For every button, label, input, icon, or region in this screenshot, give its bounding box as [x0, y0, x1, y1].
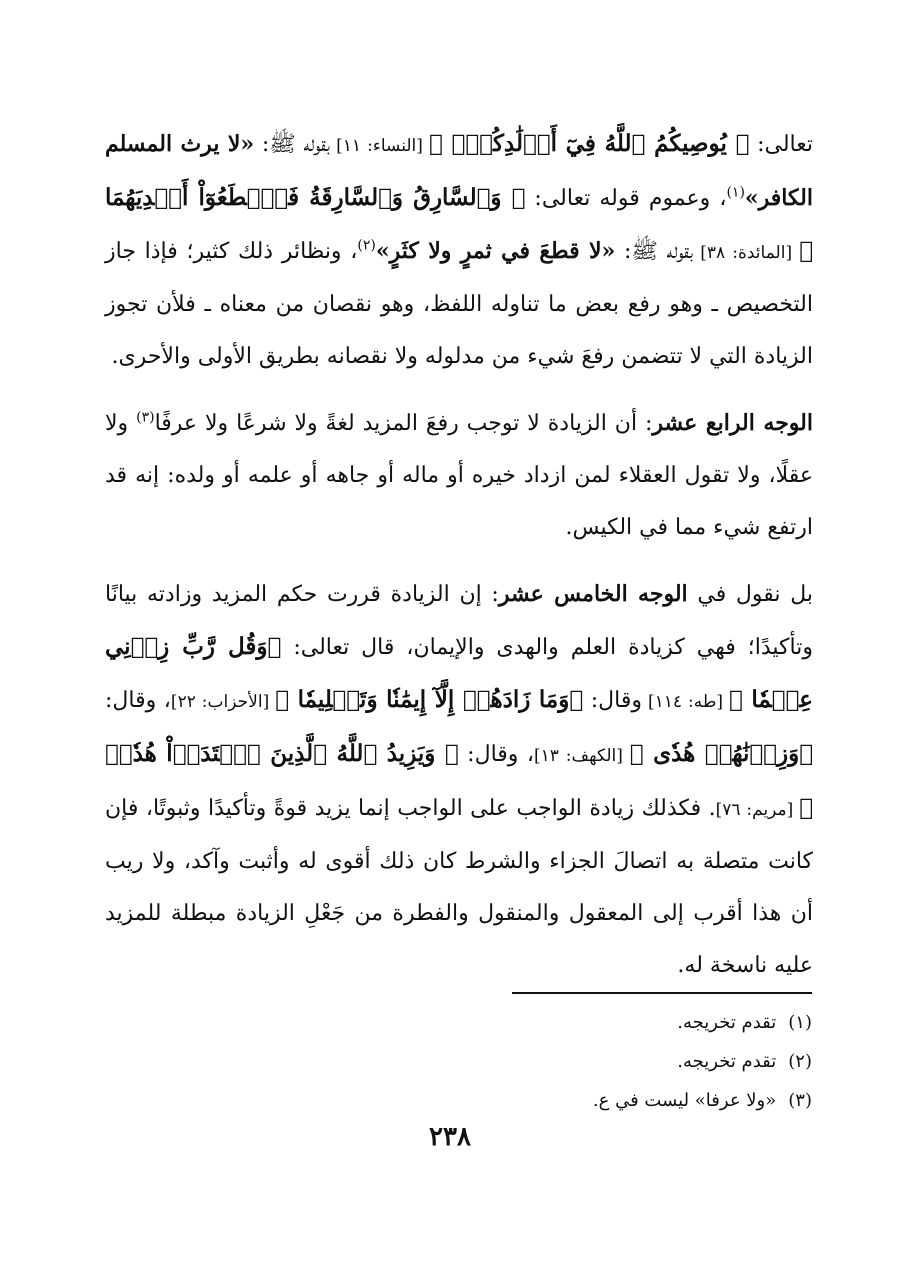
main-text	[105, 118, 813, 992]
quran-verse: ﴿ وَيَزِيدُ ٱللَّهُ ٱلَّذِينَ ٱهۡتَدَوۡاْ هُدٗىۗ ﴾	[105, 740, 813, 821]
footnote-2	[300, 1042, 812, 1081]
footnote-number: (١)	[788, 1012, 812, 1033]
footnote-1	[300, 1003, 812, 1042]
text-segment: وقال:	[583, 688, 642, 713]
bold-text: الوجه الخامس عشر	[498, 581, 688, 607]
paragraph-1	[105, 118, 813, 383]
text-segment: . فكذلك زيادة الواجب على الواجب إنما يزيد قوةً وتأكيدًا وثبوتًا، فإن كانت متصلة به اتصالَ الجزاء والشرط كان ذلك أقوى له وأثبت وآكد، ولا ريب أن هذا أقرب إلى المعقول والمنقول والفطرة من جَعْلِ الزيادة مبطلة للمزيد عليه ناسخة له.	[105, 796, 813, 978]
footnote-ref: (١)	[726, 184, 745, 201]
text-segment: بل نقول في	[687, 582, 814, 607]
quran-verse: ﴿ وَٱلسَّارِقُ وَٱلسَّارِقَةُ فَٱقۡطَعُوٓاْ أَيۡدِيَهُمَا ﴾	[105, 184, 814, 264]
citation-reference: [المائدة: ٣٨]	[693, 243, 800, 263]
footnote-number: (٣)	[788, 1090, 812, 1111]
citation-reference: [مريم: ٧٦]	[715, 800, 800, 820]
footnotes	[300, 1003, 812, 1120]
footnote-ref: (٣)	[136, 409, 155, 426]
footnote-ref: (٢)	[357, 237, 376, 254]
quran-verse: ﴿ يُوصِيكُمُ ٱللَّهُ فِيٓ أَوۡلَٰدِكُمۡۖ ﴾	[429, 130, 750, 157]
footnote-text: «ولا عرفا» ليست في ع.	[592, 1090, 777, 1111]
text-segment: : إن الزيادة قررت حكم المزيد وزادته بيانًا وتأكيدًا؛ فهي كزيادة العلم والهدى والإيمان، قال تعالى:	[105, 582, 813, 660]
text-segment: ولا عقلًا، ولا تقول العقلاء لمن ازداد خيره أو ماله أو جاهه أو علمه أو ولده: إنه قد ارتفع شيء مما في الكيس.	[105, 411, 813, 540]
bold-text: «لا يرث المسلم الكافر»	[105, 131, 813, 211]
quran-verse: ﴿وَمَا زَادَهُمۡ إِلَّآ إِيمَٰنٗا وَتَسۡلِيمٗا ﴾	[275, 686, 584, 713]
page-number: ٢٣٨	[429, 1122, 471, 1152]
text-segment: ، ونظائر ذلك كثير؛ فإذا جاز التخصيص ـ وهو رفع بعض ما تناوله اللفظ، وهو نقصان من معناه ـ فلأن تجوز الزيادة التي لا تتضمن رفعَ شيء من مدلوله ولا نقصانه بطريق الأولى والأحرى.	[105, 239, 813, 369]
citation-reference: [طه: ١١٤]	[641, 692, 729, 712]
footnote-text: تقدم تخريجه.	[677, 1051, 777, 1072]
text-segment: بقوله ﷺ:	[615, 239, 694, 264]
text-segment: بقوله ﷺ:	[254, 132, 330, 157]
bold-text: الوجه الرابع عشر	[652, 410, 813, 436]
text-segment: ، وعموم قوله تعالى:	[525, 186, 727, 211]
text-segment: ، وقال:	[458, 742, 534, 767]
footnote-divider	[512, 992, 812, 994]
paragraph-2	[105, 397, 813, 554]
bold-text: «لا قطعَ في ثمرٍ ولا كثَرٍ»	[375, 238, 616, 264]
citation-reference: [الكهف: ١٣]	[534, 746, 630, 766]
quran-verse: ﴿وَزِدۡنَٰهُمۡ هُدٗى ﴾	[629, 740, 813, 767]
footnote-number: (٢)	[788, 1051, 812, 1072]
text-segment: ، وقال:	[105, 688, 171, 713]
paragraph-3	[105, 568, 813, 992]
footnote-3	[300, 1081, 812, 1120]
footnote-text: تقدم تخريجه.	[677, 1012, 777, 1033]
text-segment: : أن الزيادة لا توجب رفعَ المزيد لغةً ولا شرعًا ولا عرفًا	[154, 411, 653, 436]
text-segment: تعالى:	[749, 132, 813, 157]
quran-verse: ﴿وَقُل رَّبِّ زِدۡنِي عِلۡمٗا ﴾	[105, 633, 813, 713]
citation-reference: [النساء: ١١]	[329, 136, 429, 156]
citation-reference: [الأحزاب: ٢٢]	[170, 692, 276, 712]
